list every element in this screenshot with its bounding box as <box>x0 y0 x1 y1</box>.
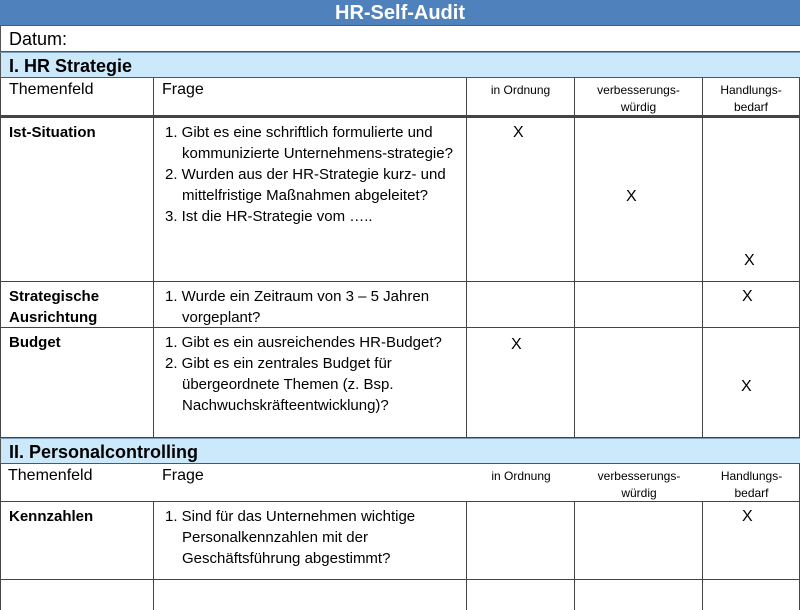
topic-line: Ausrichtung <box>9 309 98 326</box>
header-handlungsbedarf-line1: Handlungs- <box>720 469 783 483</box>
mark-x: X <box>744 252 755 269</box>
header-frage-label: Frage <box>162 81 204 98</box>
question-item: 2. Gibt es ein zentrales Budget für übergeordnete Themen (z. Bsp. Nachwuchskräfteentwicklung)? <box>165 355 394 414</box>
header-verbesserungswuerdig-line1: verbesserungs- <box>597 83 680 97</box>
header-verbesserungswuerdig-line2: würdig <box>621 486 657 500</box>
question-item: 3. Ist die HR-Strategie vom ….. <box>165 208 373 225</box>
rating-cell-handlungsbedarf[interactable] <box>703 282 800 328</box>
question-item: 1. Sind für das Unternehmen wichtige Personalkennzahlen mit der Geschäftsführung abgestimmt? <box>165 508 416 567</box>
empty-cell[interactable] <box>0 580 154 610</box>
header-handlungsbedarf <box>703 78 800 116</box>
rating-cell-verbesserungswuerdig[interactable] <box>575 116 703 282</box>
topic-strategische-ausrichtung <box>0 282 154 328</box>
header-frage-label: Frage <box>162 467 204 484</box>
questions-ist-situation <box>154 116 467 282</box>
question-item: 2. Wurden aus der HR-Strategie kurz- und mittelfristige Maßnahmen abgeleitet? <box>165 166 446 204</box>
datum-field[interactable]: Datum: <box>0 26 800 52</box>
header-handlungsbedarf <box>703 464 800 502</box>
mark-x: X <box>626 188 637 205</box>
questions-budget <box>154 328 467 438</box>
header-frage <box>162 466 204 486</box>
topic-budget: Budget <box>0 328 154 438</box>
rating-cell-verbesserungswuerdig[interactable] <box>575 328 703 438</box>
mark-x: X <box>742 288 753 305</box>
header-themenfeld <box>8 466 93 486</box>
question-item: 1. Gibt es ein ausreichendes HR-Budget? <box>165 334 442 351</box>
header-themenfeld-label: Themenfeld <box>9 81 94 98</box>
mark-x: X <box>513 124 524 141</box>
rating-cell-handlungsbedarf[interactable] <box>703 116 800 282</box>
rating-cell-in-ordnung[interactable] <box>467 502 575 580</box>
rating-cell-in-ordnung[interactable] <box>467 328 575 438</box>
header-in-ordnung: in Ordnung <box>467 78 575 116</box>
rating-cell-in-ordnung[interactable] <box>467 282 575 328</box>
empty-cell[interactable] <box>154 580 467 610</box>
mark-x: X <box>741 378 752 395</box>
mark-x: X <box>742 508 753 525</box>
header-verbesserungswuerdig <box>575 464 703 502</box>
header-verbesserungswuerdig-line2: würdig <box>620 100 657 114</box>
header-frage <box>154 78 467 116</box>
questions-kennzahlen <box>154 502 467 580</box>
empty-cell[interactable] <box>575 580 703 610</box>
header-in-ordnung: in Ordnung <box>491 469 551 483</box>
rating-cell-in-ordnung[interactable] <box>467 116 575 282</box>
rating-cell-handlungsbedarf[interactable] <box>703 502 800 580</box>
header-handlungsbedarf-line2: bedarf <box>734 486 769 500</box>
rating-cell-verbesserungswuerdig[interactable] <box>575 282 703 328</box>
header-handlungsbedarf-line1: Handlungs- <box>720 83 782 97</box>
header-themenfeld-label: Themenfeld <box>8 467 93 484</box>
question-item: 1. Gibt es eine schriftlich formulierte und kommunizierte Unternehmens-strategie? <box>165 124 453 162</box>
section-title-personalcontrolling: II. Personalcontrolling <box>0 438 800 464</box>
topic-line: Strategische <box>9 288 100 305</box>
page-title: HR-Self-Audit <box>0 0 800 26</box>
rating-cell-verbesserungswuerdig[interactable] <box>575 502 703 580</box>
question-item: 1. Wurde ein Zeitraum von 3 – 5 Jahren vorgeplant? <box>165 288 430 326</box>
header-verbesserungswuerdig-line1: verbesserungs- <box>597 469 681 483</box>
empty-cell[interactable] <box>467 580 575 610</box>
header-themenfeld <box>0 78 154 116</box>
section-title-hr-strategie: I. HR Strategie <box>0 52 800 78</box>
mark-x: X <box>511 336 522 353</box>
header-handlungsbedarf-line2: bedarf <box>733 100 769 114</box>
header-verbesserungswuerdig <box>575 78 703 116</box>
topic-kennzahlen: Kennzahlen <box>0 502 154 580</box>
empty-cell[interactable] <box>703 580 800 610</box>
questions-strategische-ausrichtung <box>154 282 467 328</box>
rating-cell-handlungsbedarf[interactable] <box>703 328 800 438</box>
topic-ist-situation: Ist-Situation <box>0 116 154 282</box>
